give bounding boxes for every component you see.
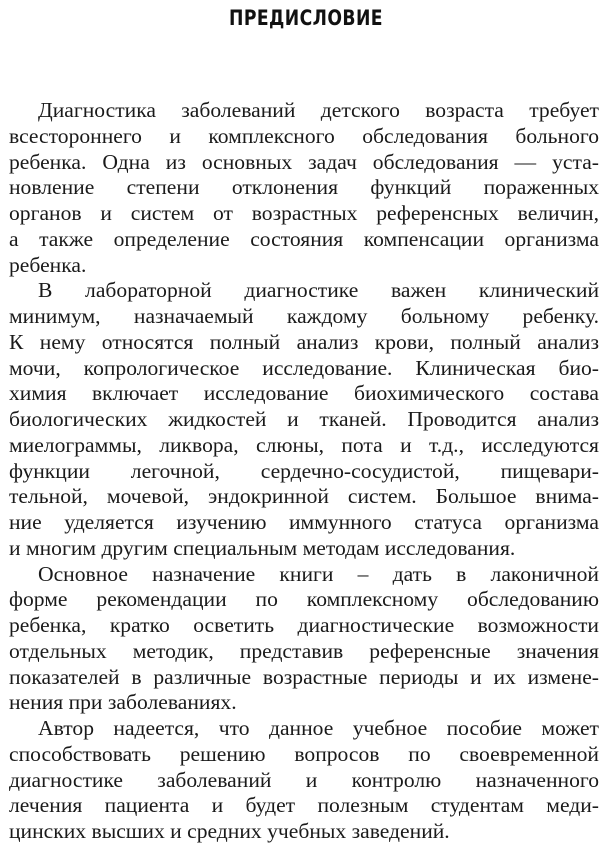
text-line: способствовать решению вопросов по своевременной <box>9 741 599 766</box>
text-line: новление степени отклонения функций пораженных <box>9 175 599 200</box>
text-line: органов и систем от возрастных референсных величин, <box>9 201 599 225</box>
text-line: ребенка. <box>9 252 87 277</box>
text-line: ребенка. Одна из основных задач обследования — уста- <box>9 149 599 174</box>
text-line: Автор надеется, что данное учебное пособие может <box>38 716 599 740</box>
text-line: функции легочной, сердечно-сосудистой, пищевари- <box>9 458 599 483</box>
paragraph-1 <box>9 98 599 278</box>
text-line: В лабораторной диагностике важен клинический <box>38 278 599 303</box>
text-line: лечения пациента и будет полезным студентам меди- <box>9 793 599 818</box>
text-line: минимум, назначаемый каждому больному ребенку. <box>9 304 599 328</box>
paragraph-3 <box>9 562 599 717</box>
text-line: диагностике заболеваний и контролю назначенного <box>9 767 599 792</box>
text-line: показателей в различные возрастные периоды и их измене- <box>9 664 599 689</box>
text-line: а также определение состояния компенсации организма <box>9 226 599 251</box>
text-line: тельной, мочевой, эндокринной систем. Большое внима- <box>9 484 599 509</box>
text-line: всестороннего и комплексного обследования больного <box>9 123 599 148</box>
text-line: ребенка, кратко осветить диагностические возможности <box>9 613 599 637</box>
text-line: цинских высших и средних учебных заведений. <box>9 819 450 843</box>
paragraph-4 <box>9 716 599 845</box>
page-title: ПРЕДИСЛОВИЕ <box>229 6 383 30</box>
text-line: биологических жидкостей и тканей. Проводится анализ <box>9 407 599 431</box>
text-line: К нему относятся полный анализ крови, полный анализ <box>9 329 599 354</box>
text-line: химия включает исследование биохимического состава <box>9 381 599 406</box>
text-line: Диагностика заболеваний детского возраста требует <box>38 98 599 122</box>
text-line: форме рекомендации по комплексному обследованию <box>9 587 599 612</box>
text-line: ние уделяется изучению иммунного статуса организма <box>9 510 599 534</box>
paragraph-2 <box>9 278 599 561</box>
preface-text <box>9 98 599 845</box>
text-line: отдельных методик, представив референсные значения <box>9 638 599 663</box>
text-line: и многим другим специальным методам исследования. <box>9 535 516 560</box>
text-line: мочи, копрологическое исследование. Клиническая био- <box>9 355 599 380</box>
text-line: Основное назначение книги – дать в лаконичной <box>38 561 599 586</box>
text-line: миелограммы, ликвора, слюны, пота и т.д., исследуются <box>9 432 599 457</box>
text-line: нения при заболеваниях. <box>9 690 237 715</box>
